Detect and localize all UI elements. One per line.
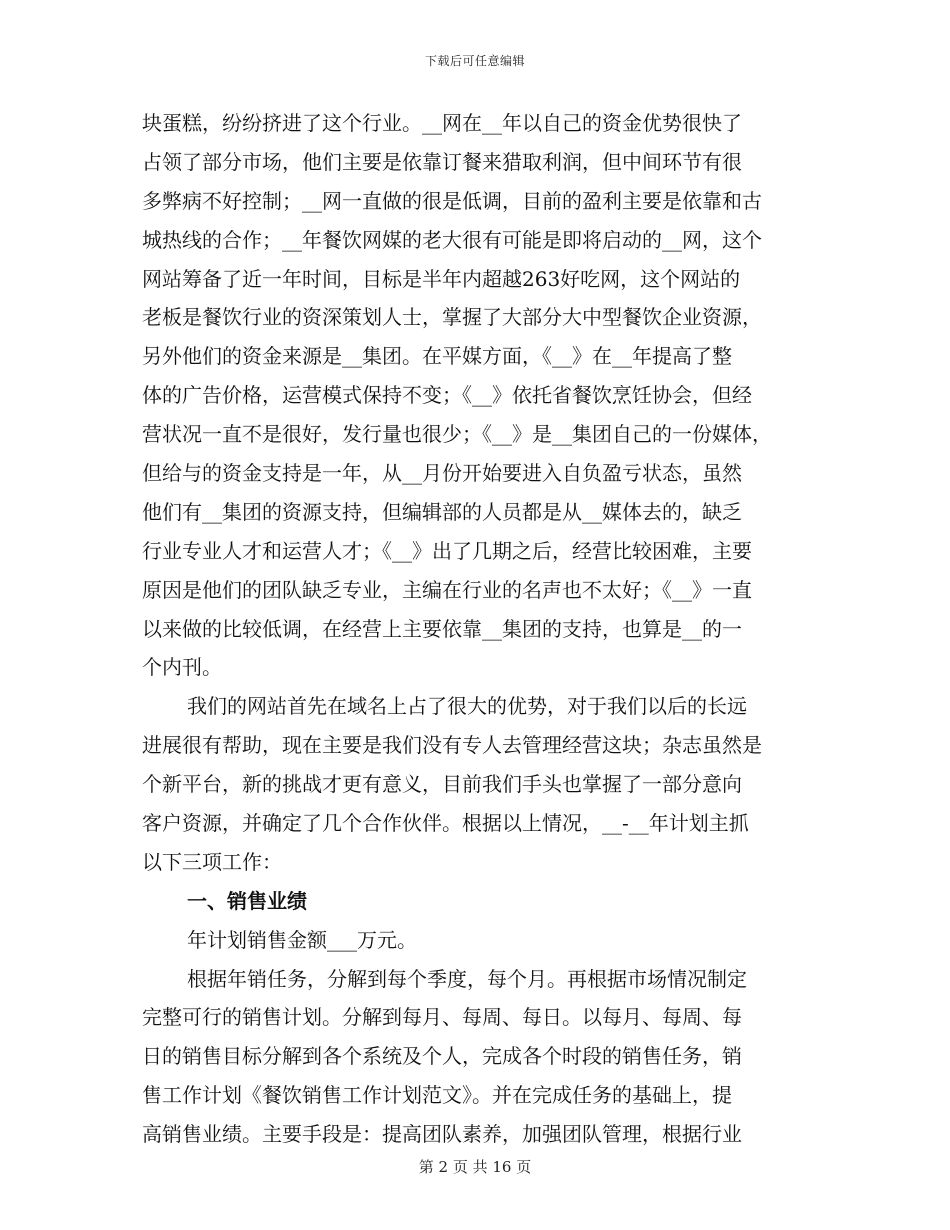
text-line: 原因是他们的团队缺乏专业，主编在行业的名声也不太好；《__》一直 xyxy=(142,577,752,602)
text-line: 以下三项工作： xyxy=(142,849,282,874)
text-line: 进展很有帮助，现在主要是我们没有专人去管理经营这块；杂志虽然是 xyxy=(142,733,762,758)
text-line: 我们的网站首先在域名上占了很大的优势，对于我们以后的长远 xyxy=(187,694,747,719)
text-line: 售工作计划《餐饮销售工作计划范文》。并在完成任务的基础上，提 xyxy=(142,1083,732,1108)
text-line: 以来做的比较低调，在经营上主要依靠__集团的支持，也算是__的一 xyxy=(142,616,742,641)
text-line: 完整可行的销售计划。分解到每月、每周、每日。以每月、每周、每 xyxy=(142,1005,742,1030)
text-line: 客户资源，并确定了几个合作伙伴。根据以上情况，__-__年计划主抓 xyxy=(142,811,749,836)
text-line: 日的销售目标分解到各个系统及个人，完成各个时段的销售任务，销 xyxy=(142,1044,742,1069)
text-line: 块蛋糕，纷纷挤进了这个行业。__网在__年以自己的资金优势很快了 xyxy=(142,111,742,135)
page-footer: 第 2 页 共 16 页 xyxy=(418,1158,532,1176)
text-line: 个内刊。 xyxy=(142,655,222,680)
text-line: 根据年销任务，分解到每个季度，每个月。再根据市场情况制定 xyxy=(187,966,747,991)
text-line: 营状况一直不是很好，发行量也很少；《__》是__集团自己的一份媒体， xyxy=(142,422,772,447)
page-header: 下载后可任意编辑 xyxy=(424,54,525,68)
text-line: 他们有__集团的资源支持，但编辑部的人员都是从__媒体去的，缺乏 xyxy=(142,499,742,524)
section-heading: 一、销售业绩 xyxy=(187,888,307,913)
text-line: 个新平台，新的挑战才更有意义，目前我们手头也掌握了一部分意向 xyxy=(142,772,742,797)
text-line: 另外他们的资金来源是__集团。在平媒方面，《__》在__年提高了整 xyxy=(142,344,732,369)
text-line: 老板是餐饮行业的资深策划人士，掌握了大部分大中型餐饮企业资源， xyxy=(142,305,762,330)
document-body xyxy=(142,104,812,1154)
text-line: 网站筹备了近一年时间，目标是半年内超越263好吃网，这个网站的 xyxy=(142,266,741,291)
text-line: 行业专业人才和运营人才；《__》出了几期之后，经营比较困难，主要 xyxy=(142,538,752,563)
text-line: 城热线的合作；__年餐饮网媒的老大很有可能是即将启动的__网，这个 xyxy=(142,227,762,252)
text-line: 多弊病不好控制；__网一直做的很是低调，目前的盈利主要是依靠和古 xyxy=(142,188,762,213)
text-line: 占领了部分市场，他们主要是依靠订餐来猎取利润，但中间环节有很 xyxy=(142,149,742,174)
text-line: 高销售业绩。主要手段是：提高团队素养，加强团队管理，根据行业 xyxy=(142,1122,742,1147)
text-line: 体的广告价格，运营模式保持不变；《__》依托省餐饮烹饪协会，但经 xyxy=(142,383,752,408)
text-line: 但给与的资金支持是一年，从__月份开始要进入自负盈亏状态，虽然 xyxy=(142,461,742,486)
text-line: 年计划销售金额___万元。 xyxy=(187,927,417,952)
